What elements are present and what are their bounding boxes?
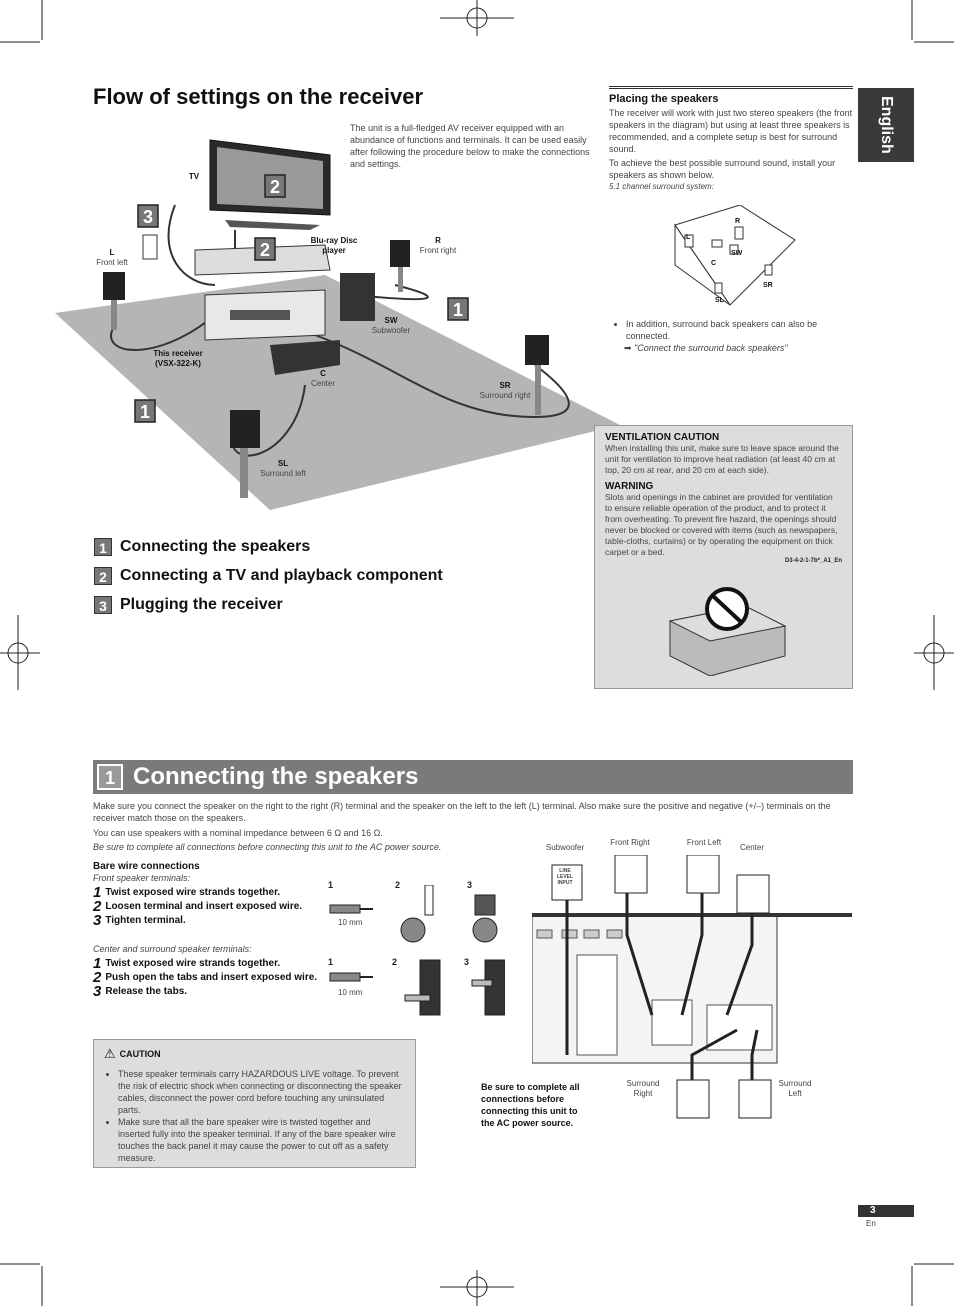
steps-list bbox=[94, 538, 443, 614]
label-rear-front-right: Front Right bbox=[610, 838, 650, 847]
page-number: 3 bbox=[858, 1205, 914, 1217]
bare-wire-section: Bare wire connections Front speaker terminals: 1 Twist exposed wire strands together. 2 Loosen terminal and insert exposed wire. 3 Tighten terminal. Center and surround speaker terminals: 1 Twist exposed wire strands together. 2 Push open the tabs and insert exposed wire. 3 Release the tabs. bbox=[93, 861, 318, 1000]
warning-heading: WARNING bbox=[605, 481, 654, 492]
step-item[interactable]: 2 Connecting a TV and playback component bbox=[94, 567, 443, 585]
section-title: Connecting the speakers bbox=[133, 763, 419, 790]
placing-bullet: • In addition, surround back speakers can also be connected. ➡ "Connect the surround back speakers" bbox=[612, 318, 852, 354]
label-surround-left: SL Surround left bbox=[260, 459, 306, 478]
fig-num: 3 bbox=[467, 880, 473, 890]
placing-heading: Placing the speakers bbox=[609, 93, 719, 105]
badge-1a: 1 bbox=[452, 300, 464, 320]
svg-text:C: C bbox=[711, 260, 717, 267]
language-tab-label: English bbox=[878, 96, 895, 154]
label-rear-center: Center bbox=[739, 843, 764, 852]
surround-room-diagram bbox=[670, 205, 800, 310]
room-diagram bbox=[55, 135, 625, 515]
mm-label: 10 mm bbox=[338, 988, 363, 997]
label-rear-front-left: Front Left bbox=[686, 838, 722, 847]
fig-num: 2 bbox=[392, 957, 398, 967]
caution-box: ⚠ CAUTION • These speaker terminals carry HAZARDOUS LIVE voltage. To prevent the risk of electric shock when connecting or disconnecting the speaker cables, disconnect the power cord before touching any uninsulated parts. • Make sure that all the bare speaker wire is twisted together and inserted fully into the speaker terminal. If any of the bare speaker wire touches the back panel it may cause the power to cut off as a safety measure. bbox=[93, 1039, 416, 1168]
badge-1b: 1 bbox=[139, 402, 151, 422]
section-p3: Be sure to complete all connections before connecting this unit to the AC power source. bbox=[93, 842, 442, 852]
fig-num: 1 bbox=[328, 880, 334, 890]
fig-num: 3 bbox=[464, 957, 470, 967]
label-rear-surround-right: Surround Right bbox=[626, 1079, 660, 1098]
label-subwoofer: SW Subwoofer bbox=[371, 316, 411, 335]
ventilation-heading: VENTILATION CAUTION bbox=[605, 432, 720, 443]
step-item[interactable]: 3 Plugging the receiver bbox=[94, 596, 443, 614]
svg-text:SR: SR bbox=[763, 282, 773, 289]
label-receiver: This receiver (VSX-322-K) bbox=[153, 349, 203, 368]
page-title: Flow of settings on the receiver bbox=[93, 84, 424, 109]
fig-num: 1 bbox=[328, 957, 334, 967]
badge-2a: 2 bbox=[269, 177, 281, 197]
section-p1: Make sure you connect the speaker on the right to the right (R) terminal and the speaker on the left to the left (L) terminal. Also make sure the positive and negative (+/–) terminals on the receiver match those on the speakers. bbox=[93, 801, 831, 823]
label-tv: TV bbox=[188, 172, 200, 181]
svg-text:SW: SW bbox=[731, 250, 743, 257]
label-rear-subwoofer: Subwoofer bbox=[545, 843, 585, 852]
intro-text: The unit is a full-fledged AV receiver equipped with an abundance of functions and terminals. It can be used easily after following the procedure below to make the connections and settings. bbox=[350, 123, 590, 169]
label-line-level: LINE LEVEL INPUT bbox=[556, 868, 574, 886]
warning-icon: ⚠ bbox=[104, 1046, 116, 1061]
ventilation-code: D3-4-2-1-7b*_A1_En bbox=[784, 558, 842, 564]
page-lang: En bbox=[866, 1219, 876, 1228]
label-bluray: Blu-ray Disc player bbox=[310, 236, 358, 255]
placing-section: Placing the speakers The receiver will work with just two stereo speakers (the front speakers in the diagram) but using at least three speakers is recommended, and a complete setup is best for surround sound. To achieve the best possible surround sound, install your speakers as shown below. 5.1 channel surround system: bbox=[609, 86, 853, 193]
svg-text:SL: SL bbox=[715, 297, 724, 304]
label-front-right: R Front right bbox=[419, 236, 457, 255]
fig-num: 2 bbox=[395, 880, 401, 890]
badge-2b: 2 bbox=[259, 240, 271, 260]
no-cover-icon bbox=[665, 576, 795, 676]
label-center: C Center bbox=[310, 369, 335, 388]
section-p2: You can use speakers with a nominal impedance between 6 Ω and 16 Ω. bbox=[93, 828, 383, 838]
reference-link[interactable]: "Connect the surround back speakers" bbox=[634, 343, 788, 353]
terminal-figures bbox=[325, 885, 505, 1025]
section-number: 1 bbox=[97, 764, 123, 790]
section-header bbox=[93, 760, 853, 794]
svg-text:R: R bbox=[735, 218, 741, 225]
language-tab bbox=[858, 88, 914, 162]
badge-3: 3 bbox=[142, 207, 154, 227]
label-surround-right: SR Surround right bbox=[479, 381, 531, 400]
label-rear-surround-left: Surround Left bbox=[778, 1079, 812, 1098]
rear-note: Be sure to complete all connections before connecting this unit to the AC power source. bbox=[481, 1082, 580, 1128]
mm-label: 10 mm bbox=[338, 918, 363, 927]
step-item[interactable]: 1 Connecting the speakers bbox=[94, 538, 443, 556]
label-front-left: L Front left bbox=[96, 248, 128, 267]
caution-heading: CAUTION bbox=[119, 1049, 161, 1059]
svg-text:L: L bbox=[686, 234, 691, 241]
ventilation-box: VENTILATION CAUTION When installing this unit, make sure to leave space around the unit for ventilation to improve heat radiation (at least 40 cm at top, 20 cm at rear, and 20 cm at each side). WARNING Slots and openings in the cabinet are provided for ventilation to ensure reliable operation of the product, and to protect it from overheating. To prevent fire hazard, the openings should never be blocked or covered with items (such as newspapers, table-cloths, curtains) or by operating the equipment on thick carpet or a bed. D3-4-2-1-7b*_A1_En bbox=[594, 425, 853, 689]
